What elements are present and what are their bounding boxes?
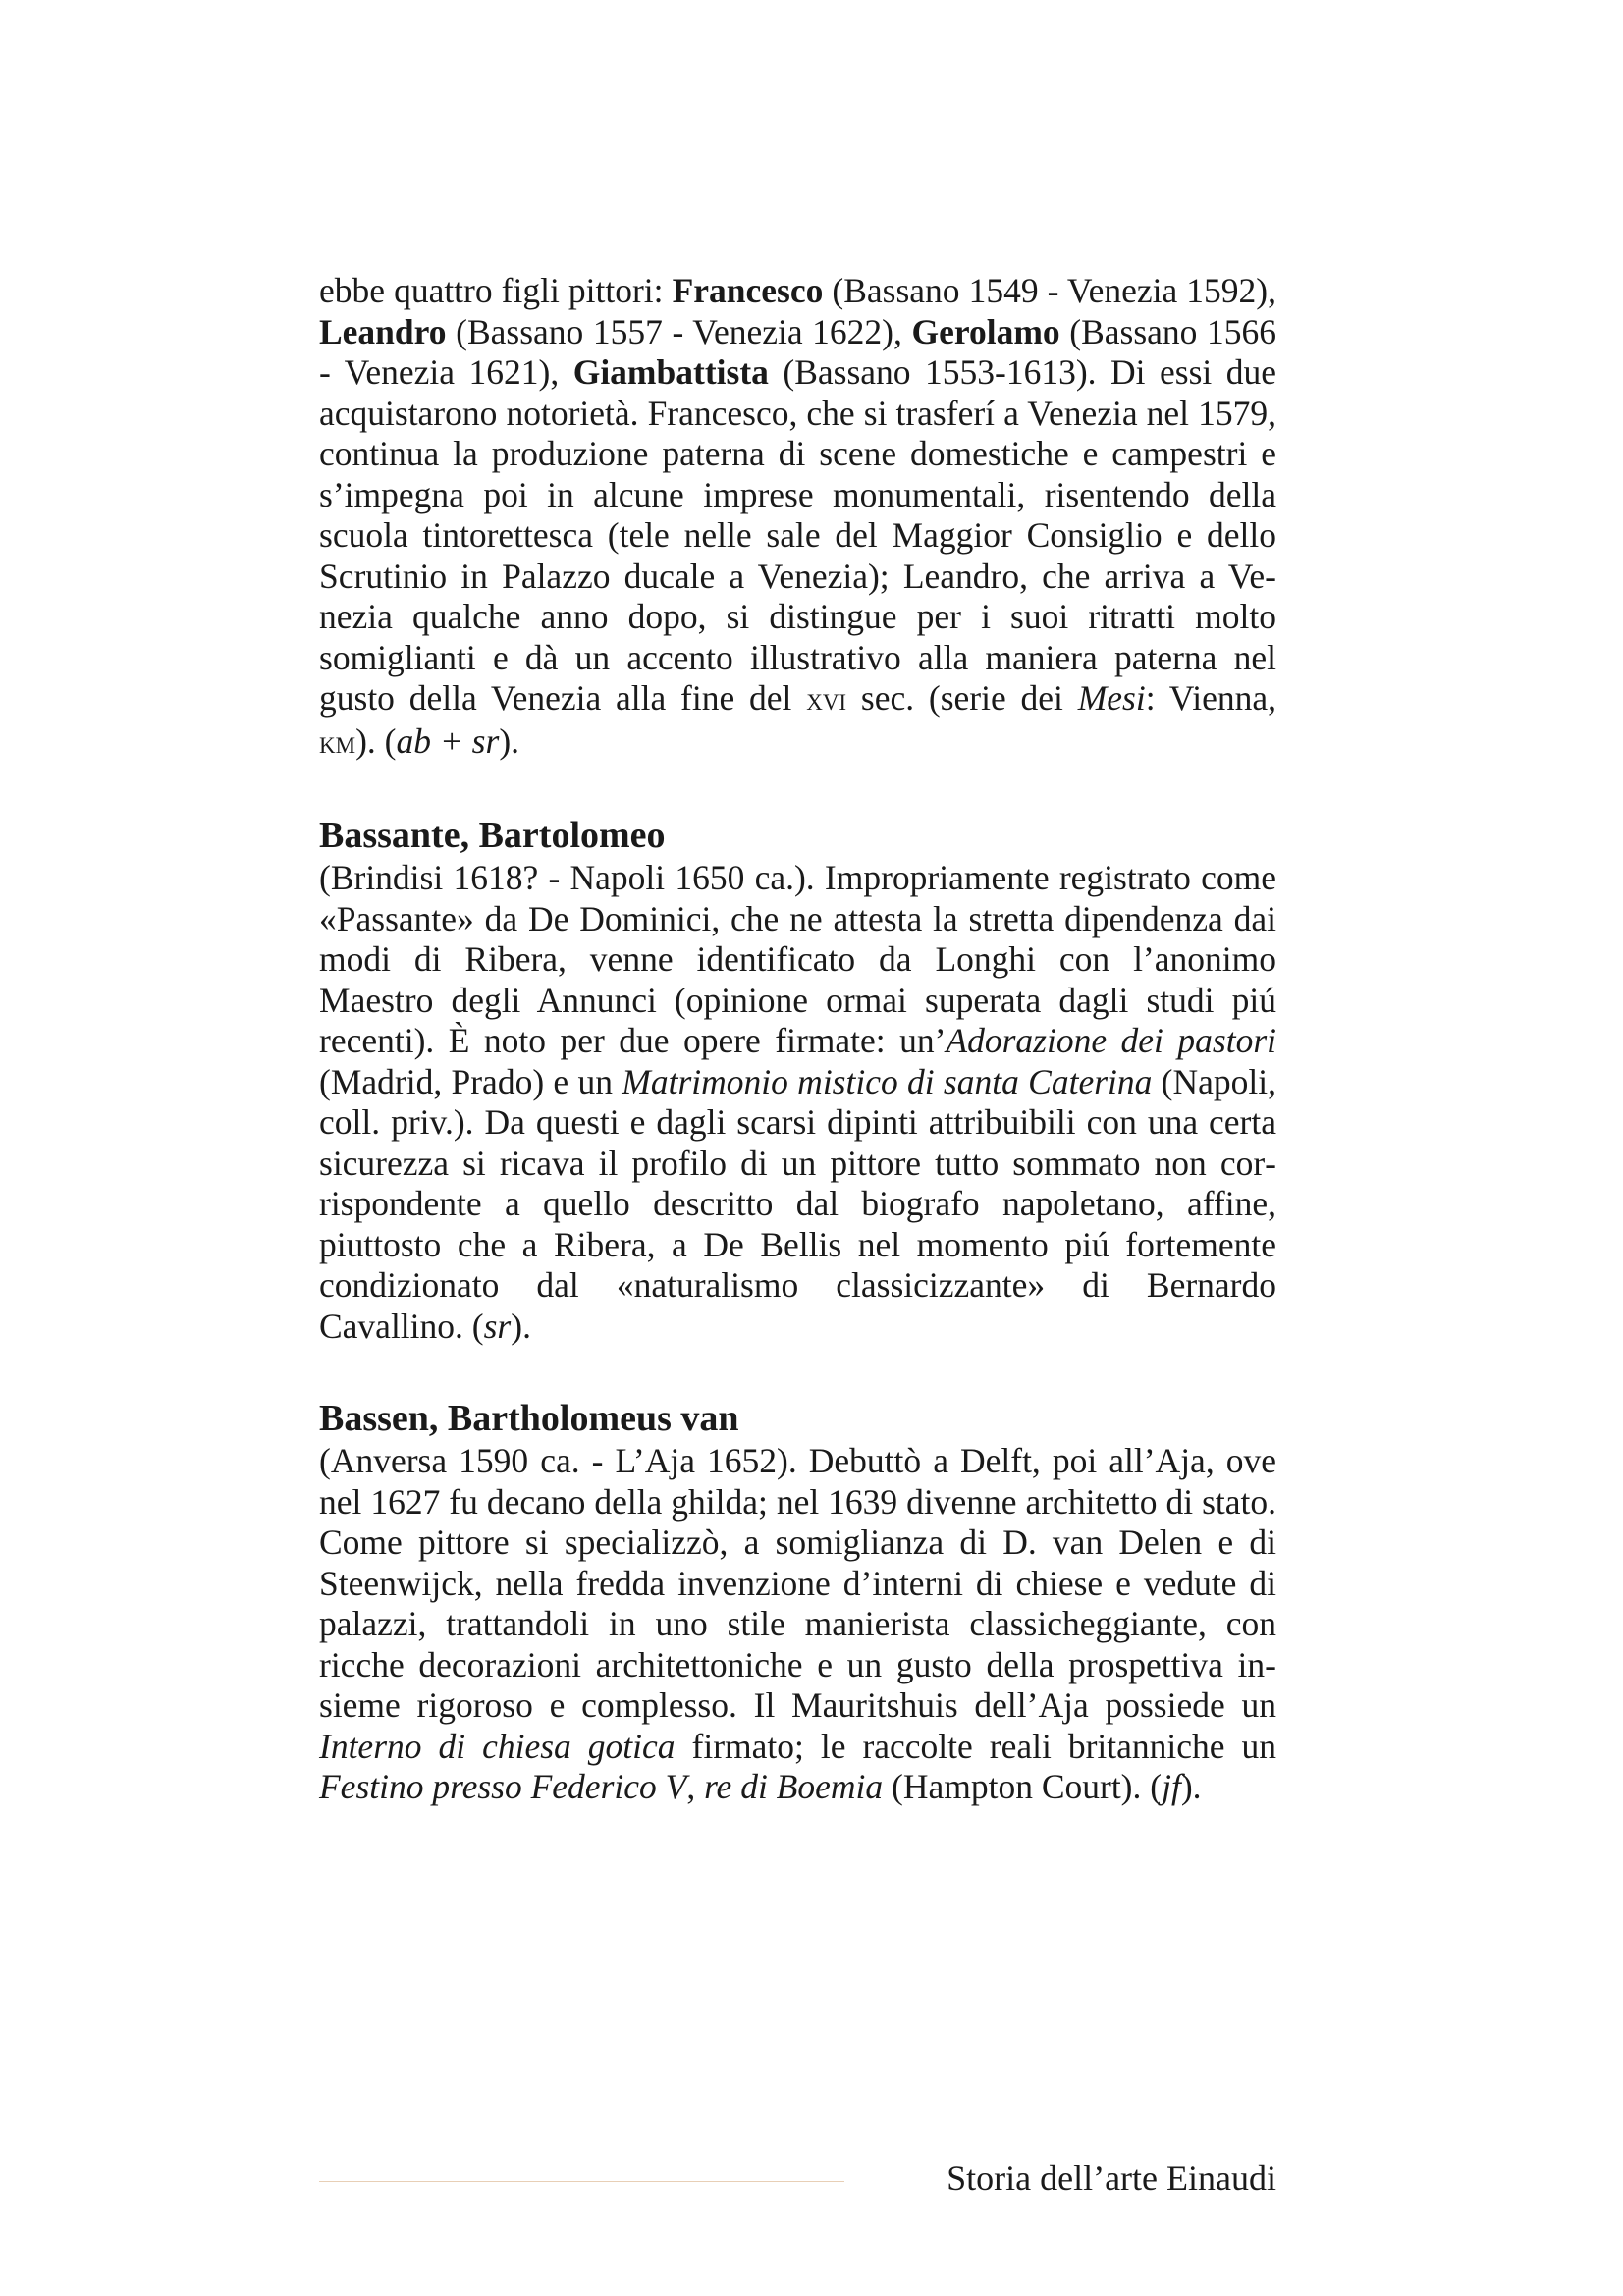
small-caps-text: km	[319, 724, 356, 761]
entry-text	[319, 858, 1276, 1347]
small-caps-text: xvi	[806, 682, 847, 718]
italic-text: Mesi	[1077, 678, 1146, 718]
bold-text: Francesco	[672, 271, 824, 310]
italic-text: jf	[1162, 1767, 1181, 1806]
text-run: (Bassano 1566 - Venezia 1621),	[319, 311, 1276, 392]
text-run: ). (	[355, 721, 397, 761]
italic-text: Festino presso Federico V	[319, 1767, 687, 1806]
italic-text: Interno di chiesa gotica	[319, 1726, 676, 1766]
text-run: ).	[511, 1306, 531, 1346]
page-content	[319, 271, 1276, 1808]
bold-text: Gerolamo	[911, 311, 1060, 351]
page-footer	[319, 2156, 1276, 2201]
text-run: : Vienna,	[1145, 678, 1276, 718]
entry-text	[319, 271, 1276, 764]
text-run: (Hampton Court). (	[883, 1767, 1163, 1806]
italic-text: ab + sr	[396, 721, 500, 761]
text-run: (Bassano 1553-1613). Di essi due acquistarono notorietà. Francesco, che si trasferí a Venezia nel 1579, continua la produzione paterna di scene domestiche e campestri e s’impegna poi in alcune imprese monumentali, risentendo della scuola tintorettesca (tele nelle sale del Maggior Consiglio e dello Scrutinio in Palazzo ducale a Venezia); Leandro, che arriva a Venezia qualche anno dopo, si distingue per i suoi ritratti molto somiglianti e dà un accento illustrativo alla maniera paterna nel gusto della Venezia alla fine del	[319, 352, 1277, 718]
text-run: (Bassano 1557 - Venezia 1622),	[446, 311, 912, 351]
text-run: ,	[686, 1767, 705, 1806]
entry-title: Bassante, Bartolomeo	[319, 815, 666, 856]
bold-text: Leandro	[319, 311, 447, 351]
text-run: (Bassano 1549 - Venezia 1592),	[823, 271, 1276, 310]
footer-rule	[319, 2181, 844, 2182]
text-run: firmato; le raccolte reali britanniche un	[675, 1726, 1276, 1766]
text-run: (Brindisi 1618? - Napoli 1650 ca.). Impropriamente registrato come «Passante» da De Dominici, che ne attesta la stretta dipendenza dai modi di Ribera, venne identificato da Longhi con l’anonimo Maestro degli Annunci (opinione ormai superata dagli studi piú recenti). È noto per due opere firmate: un’	[319, 858, 1276, 1060]
text-run: sec. (serie dei	[846, 678, 1078, 718]
text-run: (Anversa 1590 ca. - L’Aja 1652). Debuttò a Delft, poi all’Aja, ove nel 1627 fu decano della ghilda; nel 1639 divenne architetto di stato. Come pittore si specializzò, a somiglianza di D. van Delen e di Steenwijck, nella fredda invenzione d’interni di chiese e vedute di palazzi, trattandoli in uno stile manierista classicheggiante, con ricche decorazioni architettoniche e un gusto della prospettiva insieme rigoroso e complesso. Il Mauritshuis dell’Aja possiede un	[319, 1441, 1276, 1725]
text-run: (Madrid, Prado) e un	[319, 1061, 622, 1101]
footer-publication-title: Storia dell’arte Einaudi	[947, 2159, 1276, 2198]
italic-text: Matrimonio mistico di santa Caterina	[622, 1061, 1153, 1101]
italic-text: Adorazione dei pastori	[946, 1021, 1276, 1060]
text-run: ebbe quattro figli pittori:	[319, 271, 673, 310]
entry-text	[319, 1441, 1276, 1808]
text-run: ).	[1180, 1767, 1202, 1806]
entry-title: Bassen, Bartholomeus van	[319, 1398, 739, 1439]
text-run: ).	[499, 721, 520, 761]
bold-text: Giambattista	[572, 352, 769, 392]
italic-text: sr	[483, 1306, 512, 1346]
text-run: (Napoli, coll. priv.). Da questi e dagli scarsi dipinti attribuibili con una certa sicurezza si ricava il profilo di un pittore tutto sommato non corrispondente a quello descritto dal biografo napoletano, affine, piuttosto che a Ribera, a De Bellis nel momento piú fortemente condizionato dal «naturalismo classicizzante» di Bernardo Cavallino. (	[319, 1061, 1276, 1346]
italic-text: re di Boemia	[704, 1767, 884, 1806]
